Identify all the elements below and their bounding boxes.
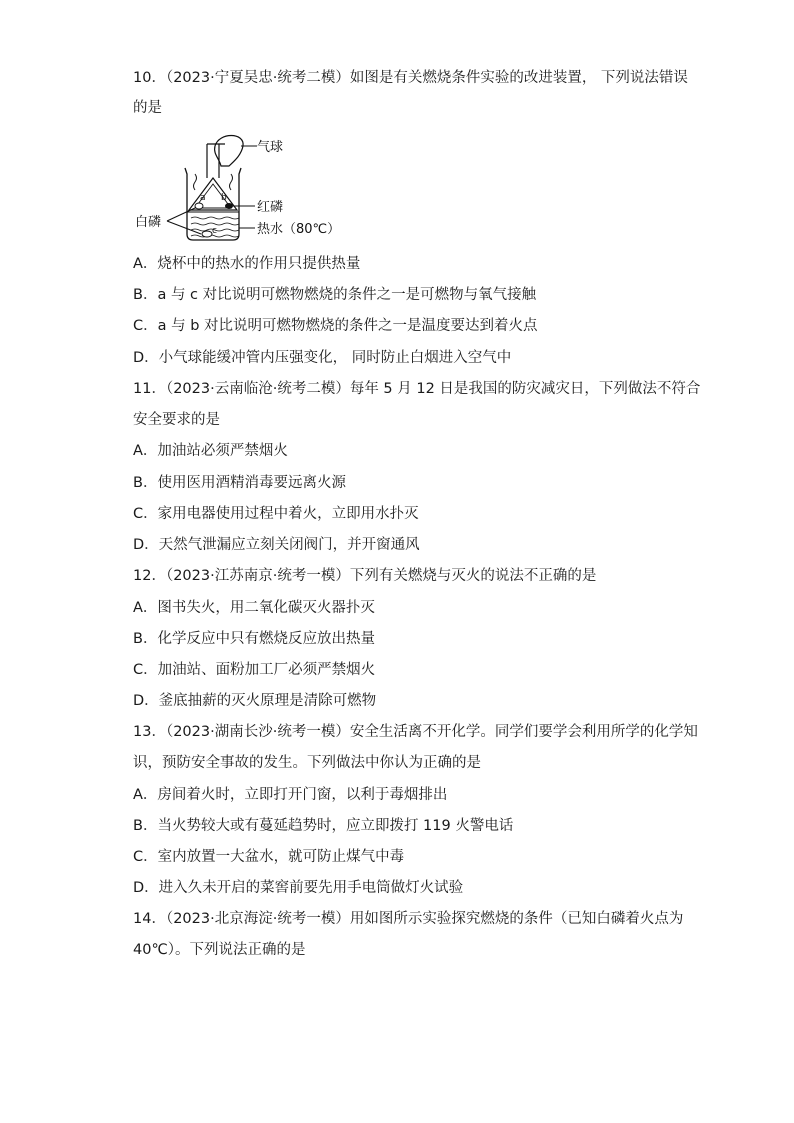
q13-option-c: C．室内放置一大盆水，就可防止煤气中毒: [133, 849, 405, 865]
mark-c: c: [212, 226, 217, 236]
label-white-phosphorus: 白磷: [135, 215, 162, 230]
q10-option-c: C．a 与 b 对比说明可燃物燃烧的条件之一是温度要达到着火点: [133, 318, 538, 334]
q12-option-a: A．图书失火，用二氧化碳灭火器扑灭: [133, 600, 375, 616]
q10-stem-line1: 10．（2023·宁夏吴忠·统考二模）如图是有关燃烧条件实验的改进装置， 下列说法错误: [133, 70, 688, 86]
label-balloon: 气球: [257, 140, 284, 155]
q13-option-b: B．当火势较大或有蔓延趋势时，应立即拨打 119 火警电话: [133, 818, 514, 834]
q10-option-a: A．烧杯中的热水的作用只提供热量: [133, 256, 361, 272]
q14-stem-line1: 14．（2023·北京海淀·统考一模）用如图所示实验探究燃烧的条件（已知白磷着火点为: [133, 911, 684, 927]
q10-stem-line2: 的是: [133, 100, 162, 116]
mark-b: b: [221, 193, 227, 203]
q11-option-d: D．天然气泄漏应立刻关闭阀门，并开窗通风: [133, 537, 420, 553]
q13-option-d: D．进入久未开启的菜窖前要先用手电筒做灯火试验: [133, 880, 464, 896]
q11-option-c: C．家用电器使用过程中着火，立即用水扑灭: [133, 506, 419, 522]
q10-option-d: D．小气球能缓冲管内压强变化， 同时防止白烟进入空气中: [133, 350, 512, 366]
q10-option-b: B．a 与 c 对比说明可燃物燃烧的条件之一是可燃物与氧气接触: [133, 287, 537, 303]
q12-option-b: B．化学反应中只有燃烧反应放出热量: [133, 631, 375, 647]
q13-stem-line2: 识，预防安全事故的发生。下列做法中你认为正确的是: [133, 755, 481, 771]
q11-option-b: B．使用医用酒精消毒要远离火源: [133, 475, 346, 491]
q11-stem-line1: 11．（2023·云南临沧·统考二模）每年 5 月 12 日是我国的防灾减灾日，下列做法不符合: [133, 381, 701, 397]
q12-option-c: C．加油站、面粉加工厂必须严禁烟火: [133, 662, 376, 678]
mark-a: a: [200, 193, 206, 203]
label-red-phosphorus: 红磷: [257, 200, 284, 215]
q13-option-a: A．房间着火时，立即打开门窗，以利于毒烟排出: [133, 787, 448, 803]
q13-stem-line1: 13．（2023·湖南长沙·统考一模）安全生活离不开化学。同学们要学会利用所学的化学知: [133, 724, 698, 740]
q11-stem-line2: 安全要求的是: [133, 412, 220, 428]
label-hot-water: 热水（80℃）: [257, 222, 341, 237]
q12-option-d: D．釜底抽薪的灭火原理是清除可燃物: [133, 693, 377, 709]
q12-stem-line1: 12．（2023·江苏南京·统考一模）下列有关燃烧与灭火的说法不正确的是: [133, 568, 597, 584]
q14-stem-line2: 40℃）。下列说法正确的是: [133, 942, 306, 958]
combustion-apparatus-figure: [133, 130, 353, 248]
q11-option-a: A．加油站必须严禁烟火: [133, 443, 288, 459]
